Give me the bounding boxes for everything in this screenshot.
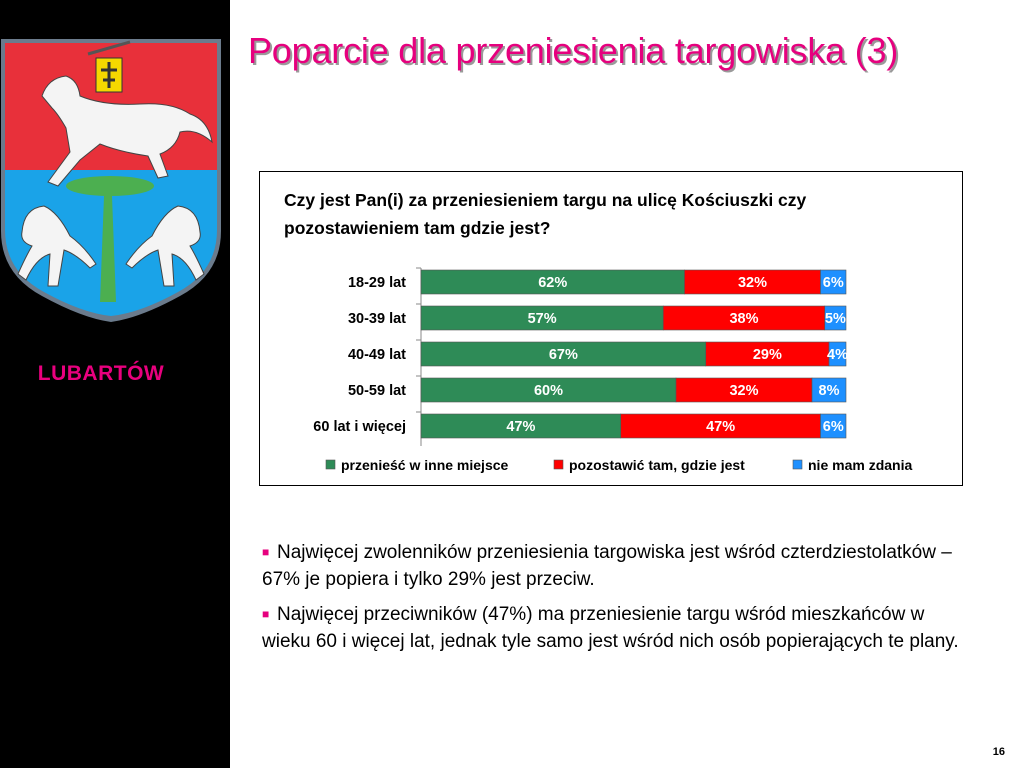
legend-label: nie mam zdania: [808, 457, 913, 473]
data-label: 67%: [548, 347, 578, 363]
slide-title: Poparcie dla przeniesienia targowiska (3): [248, 30, 899, 71]
category-label: 30-39 lat: [347, 311, 406, 327]
data-label: 38%: [729, 311, 759, 327]
legend-label: pozostawić tam, gdzie jest: [569, 457, 745, 473]
data-label: 4%: [827, 347, 848, 363]
bullet-item: [262, 539, 962, 593]
chart-frame: [259, 171, 963, 486]
data-label: 6%: [822, 419, 844, 435]
stacked-bar-chart: [260, 172, 962, 485]
legend-swatch: [793, 460, 802, 469]
data-label: 60%: [533, 383, 564, 399]
sidebar: [0, 0, 230, 768]
data-label: 8%: [818, 383, 840, 399]
data-label: 32%: [729, 383, 759, 399]
bullet-list: [262, 539, 962, 663]
page-number: 16: [992, 746, 1005, 758]
bullet-square-icon: ■: [262, 545, 270, 559]
data-label: 57%: [527, 311, 557, 327]
town-name: LUBARTÓW: [37, 362, 165, 385]
category-label: 60 lat i więcej: [313, 419, 406, 435]
data-label: 29%: [752, 347, 782, 363]
data-label: 47%: [706, 419, 736, 435]
bullet-item: [262, 601, 962, 655]
bullet-text: Najwięcej przeciwników (47%) ma przeniesienie targu wśród mieszkańców w wieku 60 i więcej lat, jednak tyle samo jest wśród nich osób popierających te plany.: [262, 604, 959, 652]
category-label: 40-49 lat: [347, 347, 406, 363]
data-label: 6%: [822, 275, 844, 291]
coat-of-arms-icon: [0, 36, 222, 322]
chart-title: Czy jest Pan(i) za przeniesieniem targu na ulicę Kościuszki czy pozostawieniem tam gdzie jest?: [284, 190, 807, 238]
bullet-text: Najwięcej zwolenników przeniesienia targowiska jest wśród czterdziestolatków – 67% je popiera i tylko 29% jest przeciw.: [262, 542, 952, 590]
data-label: 5%: [824, 311, 846, 327]
category-label: 18-29 lat: [347, 275, 406, 291]
tree-crown-icon: [66, 176, 154, 196]
data-label: 62%: [538, 275, 568, 291]
category-label: 50-59 lat: [347, 383, 406, 399]
legend-label: przenieść w inne miejsce: [341, 457, 509, 473]
data-label: 47%: [506, 419, 536, 435]
legend-swatch: [554, 460, 563, 469]
legend-swatch: [326, 460, 335, 469]
data-label: 32%: [737, 275, 768, 291]
bullet-square-icon: ■: [262, 607, 270, 621]
